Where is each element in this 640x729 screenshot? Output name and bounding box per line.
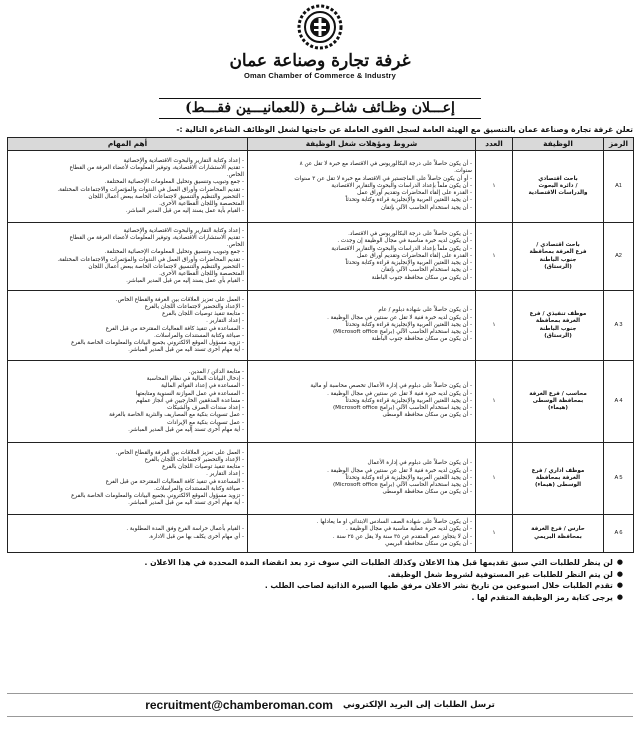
notes-list xyxy=(7,557,633,603)
col-header-title: الوظيفة xyxy=(513,138,604,151)
job-code: A 4 xyxy=(604,361,634,443)
job-code: A 3 xyxy=(604,291,634,361)
job-tasks xyxy=(8,151,248,223)
header xyxy=(7,4,633,96)
table-row xyxy=(8,515,634,553)
task-line: - التحضير والتنظيم والتنسيق لاجتماعات الخاصة ببعض أعمال اللجان xyxy=(88,193,244,200)
qualification-line: - أن يكون من سكان محافظة الوسطى xyxy=(382,412,472,419)
qualification-line: - أن يجيد استخدام الحاسب الآلي (برامج Microsoft office) xyxy=(332,482,472,489)
qualification-line: - أن يجيد اللغتين العربية والإنجليزية قراءة وكتابة وتحدثاً xyxy=(345,474,472,481)
qualification-line: - أن يجيد اللغتين العربية والإنجليزية قراءة وكتابة وتحدثاً xyxy=(345,197,472,204)
table-row xyxy=(8,443,634,515)
note-item xyxy=(7,557,623,569)
qualification-line: سنوات. xyxy=(454,168,472,175)
task-line: - متابعة تنفيذ توصيات اللجان بالفرع xyxy=(162,464,244,471)
task-line: - إعداد وكتابة التقارير والبحوث الاقتصادية والإحصائية xyxy=(123,157,244,164)
job-qualifications xyxy=(248,291,476,361)
job-qualifications xyxy=(248,151,476,223)
job-title xyxy=(513,151,604,223)
task-line: - الإعداد والتحضير لاجتماعات اللجان بالفرع xyxy=(144,456,244,463)
task-line: - تقديم الاستشارات الاقتصادية، وتوفير المعلومات لأعضاء الغرفة من القطاع xyxy=(69,164,244,171)
qualification-line: - أن يكون ملماً بإعداد الدراسات والبحوث والتقارير الاقتصادية xyxy=(331,245,472,252)
task-line: - صياغة وكتابة المستندات والمراسلات. xyxy=(153,332,244,339)
job-title-line: موظف تنفيذي / فرع xyxy=(529,311,587,318)
task-line: - أية مهام أخرى تسند اليه من قبل المدير المباشر. xyxy=(128,500,244,507)
note-text: يرجى كتابة رمز الوظيفة المتقدم لها . xyxy=(471,592,613,602)
job-title xyxy=(513,443,604,515)
qualification-line: - أو أن يكون حاصلاً على الماجستير في الاقتصاد مع خبرة لا تقل عن ٣ سنوات xyxy=(294,175,472,182)
job-title-line: جنوب الباطنة xyxy=(539,256,577,263)
task-line: - التحضير والتنظيم والتنسيق لاجتماعات الخاصة ببعض أعمال اللجان xyxy=(88,263,244,270)
job-title-line: حارس / فرع الغرفة xyxy=(531,526,585,533)
job-title-line: الغرفة بمحافظة xyxy=(535,474,581,481)
task-line: - المساعدة في إعداد القوائم المالية xyxy=(161,383,244,390)
table-row xyxy=(8,151,634,223)
footer xyxy=(7,693,633,717)
qualification-line: - القدرة على إلقاء المحاضرات وتقديم أوراق عمل xyxy=(357,190,472,197)
job-count: ١ xyxy=(476,291,513,361)
task-line: - إدخال البيانات المالية في نظام المحاسبة xyxy=(146,376,244,383)
qualification-line: - أن يجيد استخدام الحاسب الآلي بإتقان xyxy=(381,204,472,211)
qualification-line: - أن يكون حاصلاً على شهادة دبلوم / عام xyxy=(378,307,472,314)
chamber-logo xyxy=(220,4,420,80)
qualification-line: - أن يكون لديه خبرة فنية لا تقل عن سنتين في مجال الوظيفة . xyxy=(327,467,472,474)
job-qualifications xyxy=(248,361,476,443)
note-item xyxy=(7,592,623,604)
col-header-code: الرمز xyxy=(604,138,634,151)
job-tasks xyxy=(8,515,248,553)
task-line: - القيام بأي عمل يسند إليه من قبل المدير المباشر. xyxy=(126,278,244,285)
table-row xyxy=(8,291,634,361)
job-title-line: الغرفة بمحافظة xyxy=(535,318,581,325)
job-title xyxy=(513,223,604,291)
qualification-line: - أن لا يتجاوز عمر المتقدم عن ٣٥ سنة ولا يقل عن ٢٥ سنة . xyxy=(332,533,472,540)
job-code: A 5 xyxy=(604,443,634,515)
task-line: - إعداد سندات الصرف والشيكات xyxy=(167,405,244,412)
job-title xyxy=(513,515,604,553)
col-header-quals: شروط ومؤهلات شغل الوظيفة xyxy=(248,138,476,151)
task-line: - تقديم المحاضرات وأوراق العمل في الندوات والمؤتمرات والاجتماعات المختلفة. xyxy=(57,256,244,263)
task-line: - جمع وتبويب وتنسيق وتحليل المعلومات الإحصائية المختلفة. xyxy=(104,179,244,186)
qualification-line: - أن يكون لديه خبرة عملية مناسبة في مجال الوظيفة . xyxy=(346,526,472,533)
note-item xyxy=(7,569,623,581)
task-line: - متابعة تنفيذ توصيات اللجان بالفرع xyxy=(162,311,244,318)
task-line: - أي مهام أخرى يكلف بها من قبل الادارة. xyxy=(148,533,244,540)
jobs-table xyxy=(7,137,634,553)
qualification-line: - أن يكون حاصلاً على دبلوم في إدارة الأعمال تخصص محاسبة أو مالية xyxy=(310,383,472,390)
task-line: - مساعدة المدققين الخارجيين في أنجاز عملهم xyxy=(135,397,244,404)
note-text: لن ينظر للطلبات التي سبق تقديمها قبل هذا الاعلان وكذلك الطلبات التي سوف ترد بعد انقضاء المدة المحددة في هذا الاعلان . xyxy=(144,558,613,567)
job-tasks xyxy=(8,223,248,291)
job-title-line: (هيماء) xyxy=(548,405,568,412)
recruitment-email-link[interactable]: recruitment@chamberoman.com xyxy=(145,698,333,712)
bullet-icon: ● xyxy=(616,581,623,590)
org-name-english: Oman Chamber of Commerce & Industry xyxy=(243,71,397,80)
job-title-line: باحث اقتصادي xyxy=(538,175,578,182)
task-line: - المساعدة في عمل الموازنة السنوية ومتابعتها xyxy=(135,390,244,397)
task-line: - إعداد التقارير . xyxy=(206,471,244,478)
bullet-icon: ● xyxy=(616,592,623,601)
qualification-line: - القدرة على إلقاء المحاضرات وتقديم أوراق عمل xyxy=(357,252,472,259)
table-header-row xyxy=(8,138,634,151)
job-code: A2 xyxy=(604,223,634,291)
job-title-line: (الرستاق) xyxy=(544,332,572,339)
job-title-line: موظف اداري / فرع xyxy=(531,467,585,474)
qualification-line: - أن يجيد اللغتين العربية والإنجليزية قراءة وكتابة وتحدثاً xyxy=(345,260,472,267)
task-line: - تقديم الاستشارات الاقتصادية، وتوفير المعلومات لأعضاء الغرفة من القطاع xyxy=(69,234,244,241)
org-name-arabic: غرفة تجارة وصناعة عمان xyxy=(229,51,411,71)
qualification-line: - أن يكون حاصلاً على دبلوم في إدارة الأعمال xyxy=(367,460,472,467)
task-line: المتخصصة واللجان القطاعية الأخرى. xyxy=(159,270,244,277)
task-line: - إعداد التقارير . xyxy=(206,318,244,325)
note-item xyxy=(7,580,623,592)
qualification-line: - أن يكون حاصلاً على درجة البكالوريوس في الاقتصاد مع خبرة لا تقل عن ٨ xyxy=(299,161,472,168)
task-line: - العمل على تعزيز العلاقات بين الغرفة والقطاع الخاص. xyxy=(115,296,244,303)
task-line: - أية مهام أخرى تسند إليه من قبل المدير المباشر. xyxy=(128,426,244,433)
job-qualifications xyxy=(248,223,476,291)
table-row xyxy=(8,223,634,291)
job-title-line: (الرستاق) xyxy=(544,263,572,270)
qualification-line: - أن يجيد استخدام الحاسب الآلي بإتقان xyxy=(381,267,472,274)
qualification-line: - أن يجيد اللغتين العربية والإنجليزية قراءة وكتابة وتحدثاً xyxy=(345,397,472,404)
intro-text: تعلن غرفة تجارة وصناعة عمان بالتنسيق مع الهيئة العامة لسجل القوى العاملة عن حاجتها لشغل الوظائف الشاغرة التالية :- xyxy=(176,125,633,134)
qualification-line: - أن يكون حاصلاً على شهادة الصف السادس الابتدائي او ما يعادلها . xyxy=(316,519,472,526)
jobs-table-body xyxy=(8,151,634,553)
job-count: ١ xyxy=(476,443,513,515)
task-line: - تزويد مسؤول الموقع الالكتروني بجميع البيانات والمعلومات الخاصة بالفرع xyxy=(71,492,244,499)
qualification-line: - أن يكون من سكان محافظة جنوب الباطنة xyxy=(371,336,472,343)
task-line: - صياغة وكتابة المستندات والمراسلات. xyxy=(153,485,244,492)
qualification-line: - أن يكون لديه خبرة مناسبة في مجال الوظيفة إن وجدت . xyxy=(337,238,472,245)
job-title xyxy=(513,361,604,443)
qualification-line: - أن يكون لديه خبرة فنية لا تقل عن سنتين في مجال الوظيفة . xyxy=(327,314,472,321)
qualification-line: - أن يكون من سكان محافظة جنوب الباطنة xyxy=(371,274,472,281)
job-title-line: / دائرة البحوث xyxy=(538,182,578,189)
announcement-banner xyxy=(7,96,633,120)
note-text: لن يتم النظر للطلبات غير المستوفية لشروط شغل الوظيفة. xyxy=(387,569,613,579)
task-line: - القيام بأية عمل يسند إليه من قبل المدير المباشر. xyxy=(125,208,244,215)
job-title-line: والدراسات الاقتصادية xyxy=(528,190,588,197)
task-line: - إعداد وكتابة التقارير والبحوث الاقتصادية والإحصائية xyxy=(123,227,244,234)
task-line: الخاص. xyxy=(226,242,244,249)
job-code: A1 xyxy=(604,151,634,223)
job-title-line: بمحافظة الوسطى xyxy=(532,397,584,404)
job-tasks xyxy=(8,443,248,515)
task-line: - تقديم المحاضرات وأوراق العمل في الندوات والمؤتمرات والاجتماعات المختلفة. xyxy=(57,186,244,193)
task-line: - العمل على تعزيز العلاقات بين الغرفة والقطاع الخاص. xyxy=(115,449,244,456)
job-title-line: باحث اقتصادي / xyxy=(536,242,580,249)
qualification-line: - أن يكون من سكان محافظة الوسطى xyxy=(382,489,472,496)
job-count: ١ xyxy=(476,515,513,553)
bullet-icon: ● xyxy=(616,558,623,566)
task-line: - أية مهام أخرى تسند اليه من قبل المدير المباشر. xyxy=(128,347,244,354)
job-tasks xyxy=(8,361,248,443)
job-title-line: جنوب الباطنة xyxy=(539,325,577,332)
qualification-line: - أن يكون ملماً بإعداد الدراسات والبحوث والتقارير الاقتصادية xyxy=(331,182,472,189)
job-qualifications xyxy=(248,443,476,515)
qualification-line: - أن يكون لديه خبرة فنية لا تقل عن سنتين في مجال الوظيفة . xyxy=(327,390,472,397)
col-header-tasks: أهم المهام xyxy=(8,138,248,151)
job-code: A 6 xyxy=(604,515,634,553)
task-line: - الإعداد والتحضير لاجتماعات اللجان بالفرع xyxy=(144,303,244,310)
qualification-line: - أن يجيد استخدام الحاسب الآلي (برامج Microsoft office) xyxy=(332,329,472,336)
qualification-line: - أن يجيد اللغتين العربية والإنجليزية قراءة وكتابة وتحدثاً xyxy=(345,321,472,328)
job-title xyxy=(513,291,604,361)
task-line: - عمل تسويات بنكية مع الإيرادات xyxy=(167,419,244,426)
task-line: - تزويد مسؤول الموقع الالكتروني بجميع البيانات والمعلومات الخاصة بالفرع xyxy=(71,339,244,346)
task-line: - متابعة الدائن / المدين. xyxy=(188,369,244,376)
job-title-line: محاسب / فرع الغرفة xyxy=(529,390,587,397)
job-title-line: بمحافظة البريمي xyxy=(534,533,582,540)
job-count: ١ xyxy=(476,151,513,223)
chamber-emblem-icon xyxy=(297,4,343,50)
task-line: - القيام بأعمال حراسة الفرع وفق المدة المطلوبة . xyxy=(126,526,244,533)
announcement-title: إعـــلان وظـائف شاغــرة (للعمانيـــين فقـــط) xyxy=(159,98,481,119)
qualification-line: - أن يكون من سكان محافظة البريمي xyxy=(385,540,472,547)
note-text: تقدم الطلبات خلال اسبوعين من تاريخ نشر الاعلان مرفق طيها السيرة الذاتية لصاحب الطلب . xyxy=(264,581,613,591)
task-line: - المساعدة في تنفيذ كافة الفعاليات المقترحة من قبل الفرع xyxy=(105,478,244,485)
col-header-count: العدد xyxy=(476,138,513,151)
task-line: - جمع وتبويب وتنسيق وتحليل المعلومات الإحصائية المختلفة. xyxy=(104,249,244,256)
job-count: ١ xyxy=(476,223,513,291)
task-line: - المساعدة في تنفيذ كافة الفعاليات المقترحة من قبل الفرع xyxy=(105,325,244,332)
job-count: ١ xyxy=(476,361,513,443)
task-line: - عمل تسويات بنكية مع المصاريف والنثرية الخاصة بالغرفة xyxy=(109,412,244,419)
footer-label: ترسل الطلبات إلى البريد الإلكتروني xyxy=(342,700,495,710)
task-line: المتخصصة واللجان القطاعية الأخرى. xyxy=(159,200,244,207)
table-row xyxy=(8,361,634,443)
job-qualifications xyxy=(248,515,476,553)
qualification-line: - أن يجيد استخدام الحاسب الآلي (برامج Microsoft office) xyxy=(332,405,472,412)
job-tasks xyxy=(8,291,248,361)
job-title-line: الوسطى (هيماء) xyxy=(534,482,582,489)
qualification-line: - أن يكون حاصلاً على درجة البكالوريوس في الاقتصاد. xyxy=(348,231,472,238)
job-title-line: فرع الغرفة بمحافظة xyxy=(529,249,587,256)
task-line: الخاص. xyxy=(226,172,244,179)
bullet-icon: ● xyxy=(616,569,623,578)
